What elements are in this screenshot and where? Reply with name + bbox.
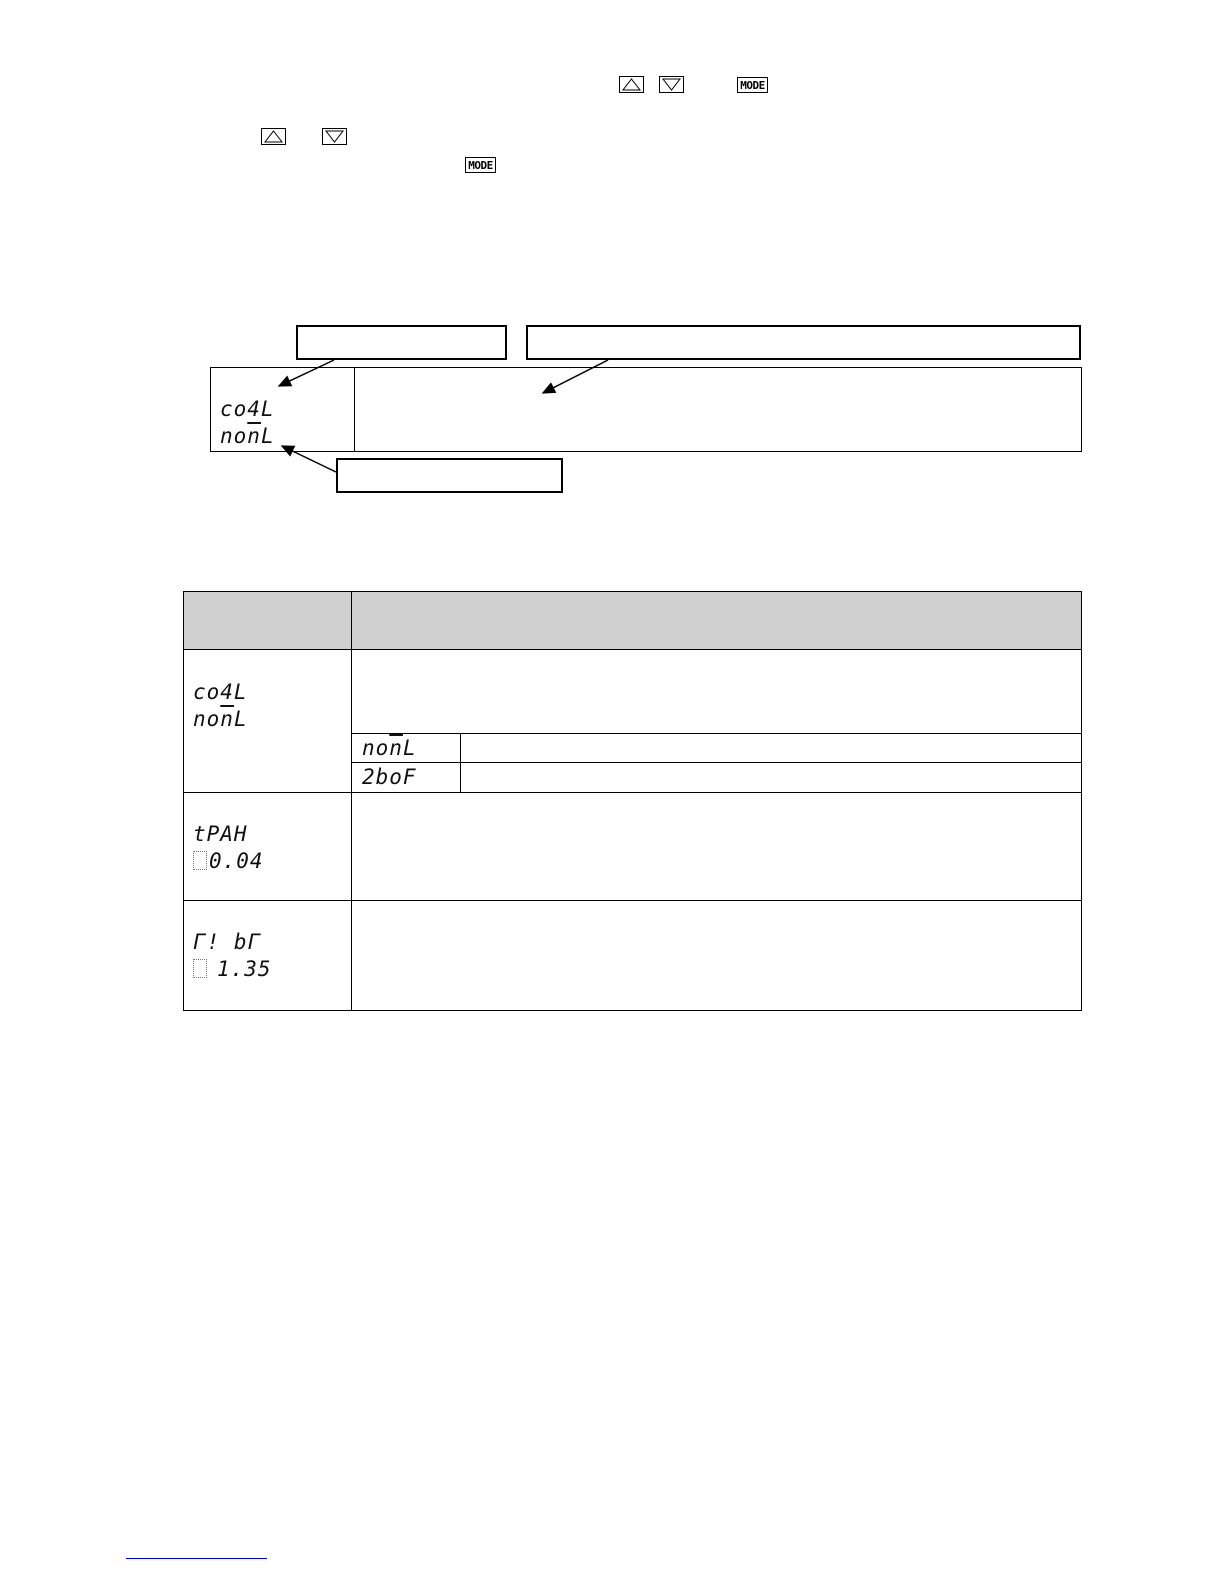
table-header-row — [184, 592, 1081, 649]
table-row-1-option-1: $no\overline{n}L$ — [362, 736, 417, 760]
arrow-value — [282, 446, 336, 472]
table-row-3-display-top: Γ! bΓ — [193, 930, 262, 954]
display-readout-top: co4L — [220, 397, 275, 421]
table-row-2-display-bottom-wrap — [193, 849, 264, 873]
table-row-2-display-top: tPAH — [193, 822, 248, 846]
table-row-1-display-top: co4L — [193, 680, 248, 704]
blank-digit-icon — [193, 851, 207, 870]
table-row-3-display-bottom-wrap — [193, 957, 272, 981]
table-row-3-display-bottom: 1.35 — [217, 957, 272, 981]
table-row-2-display-bottom: 0.04 — [209, 849, 264, 873]
mode-key-icon: MODE — [465, 157, 496, 173]
table-row-1-display-bottom: $no\overline{n}L$ — [193, 707, 248, 731]
footer-rule — [126, 1558, 267, 1559]
display-readout-bottom: $no\overline{n}L$ — [220, 424, 275, 448]
arrow-item — [279, 360, 334, 386]
table-row-1-option-2: 2boF — [362, 765, 417, 789]
arrow-description — [543, 360, 608, 393]
blank-digit-icon — [193, 959, 207, 978]
mode-key-icon: MODE — [737, 77, 768, 93]
callout-arrows — [0, 0, 1224, 520]
